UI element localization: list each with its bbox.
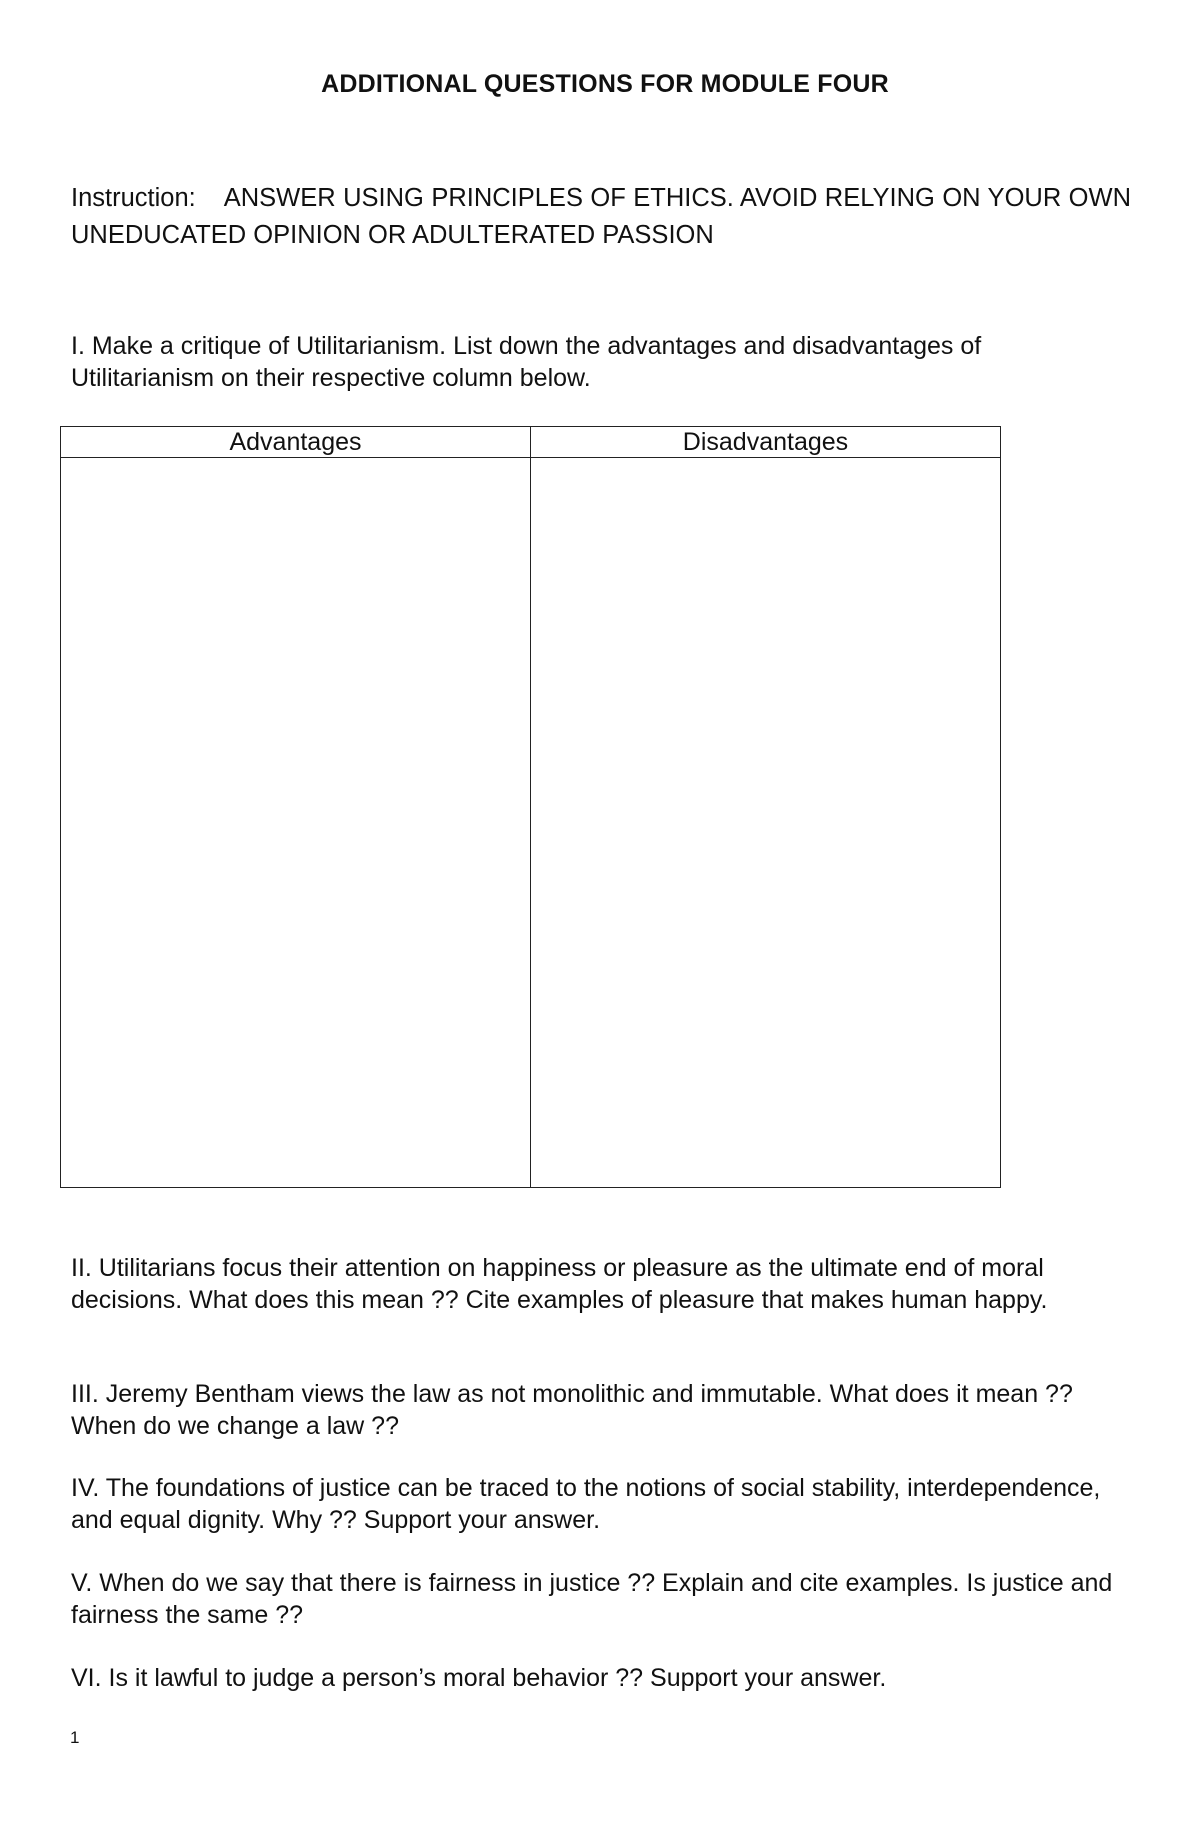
- question-6: VI. Is it lawful to judge a person’s moral behavior ?? Support your answer.: [71, 1664, 887, 1692]
- table-answer-row: [61, 458, 1001, 1188]
- question-3: III. Jeremy Bentham views the law as not monolithic and immutable. What does it mean ?? When do we change a law ??: [71, 1380, 1073, 1440]
- disadvantages-answer-cell[interactable]: [531, 458, 1001, 1188]
- question-4: IV. The foundations of justice can be traced to the notions of social stability, interdependence, and equal dignity. Why ?? Support your answer.: [71, 1474, 1101, 1534]
- advantages-header: Advantages: [61, 427, 531, 458]
- page-number: 1: [70, 1728, 80, 1747]
- question-5: V. When do we say that there is fairness in justice ?? Explain and cite examples. Is justice and fairness the same ??: [71, 1569, 1113, 1629]
- table-header-row: [61, 427, 1001, 458]
- instruction-text: ANSWER USING PRINCIPLES OF ETHICS. AVOID RELYING ON YOUR OWN UNEDUCATED OPINION OR ADULTERATED PASSION: [71, 184, 1131, 249]
- advantages-answer-cell[interactable]: [61, 458, 531, 1188]
- document-title: ADDITIONAL QUESTIONS FOR MODULE FOUR: [321, 70, 889, 98]
- instruction-paragraph: [71, 180, 1131, 254]
- question-1: I. Make a critique of Utilitarianism. List down the advantages and disadvantages of Utilitarianism on their respective column below.: [71, 332, 982, 392]
- disadvantages-header: Disadvantages: [531, 427, 1001, 458]
- critique-table: [60, 426, 1001, 1188]
- question-2: II. Utilitarians focus their attention on happiness or pleasure as the ultimate end of moral decisions. What does this mean ?? Cite examples of pleasure that makes human happy.: [71, 1254, 1048, 1314]
- instruction-label: Instruction:: [71, 184, 196, 212]
